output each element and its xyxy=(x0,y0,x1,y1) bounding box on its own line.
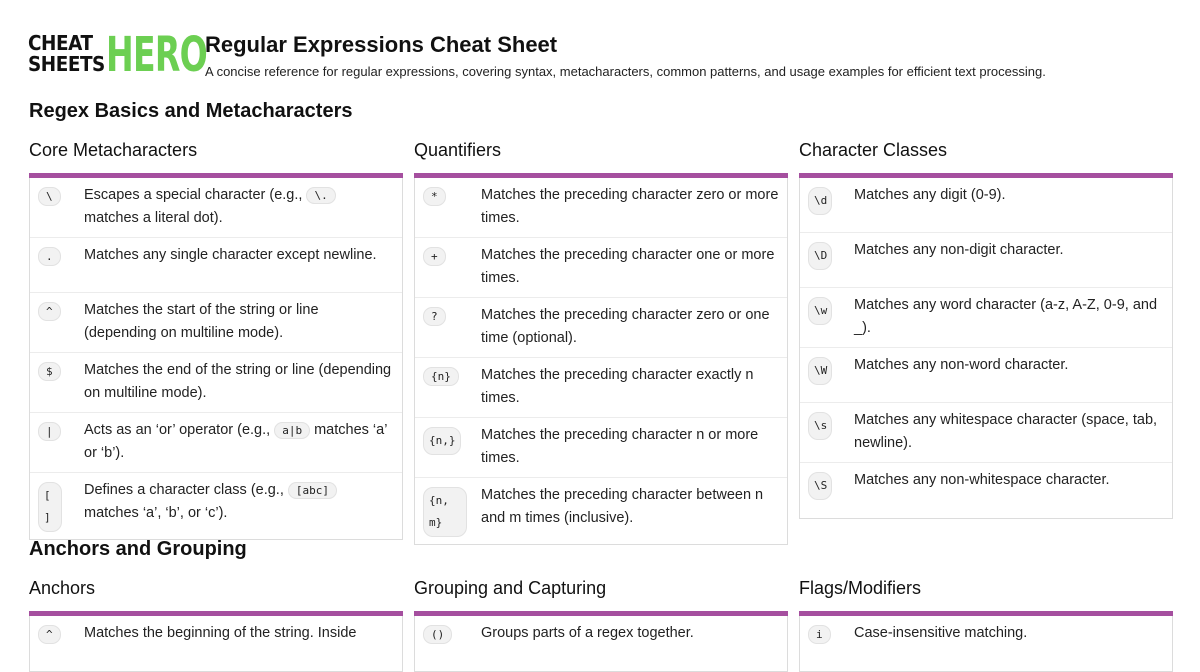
inline-code: \. xyxy=(306,187,335,204)
logo-hero: HERO xyxy=(105,25,207,83)
table-row xyxy=(30,178,402,238)
card-core-metacharacters xyxy=(29,173,403,540)
code-pill: \d xyxy=(808,187,832,215)
row-description: Matches any non-word character. xyxy=(854,357,1069,373)
code-pill: \S xyxy=(808,472,832,500)
code-pill: [ ] xyxy=(38,482,62,532)
row-description: Matches the preceding character exactly n times. xyxy=(481,367,754,406)
row-description: Escapes a special character (e.g., \. matches a literal dot). xyxy=(84,184,394,230)
code-pill: \D xyxy=(808,242,832,270)
table-row xyxy=(30,473,402,539)
table-row xyxy=(30,413,402,473)
row-description: Matches any non-digit character. xyxy=(854,242,1064,258)
row-description: Matches the preceding character one or more times. xyxy=(481,247,775,286)
table-row xyxy=(800,403,1172,463)
inline-code: [abc] xyxy=(288,482,337,499)
table-row xyxy=(30,238,402,293)
row-description: Matches any whitespace character (space, tab, newline). xyxy=(854,412,1158,451)
logo-line-sheets: SHEETS xyxy=(28,52,105,76)
section-title-anchors-grouping: Anchors and Grouping xyxy=(29,538,247,560)
table-row xyxy=(415,478,787,544)
row-description: Matches the preceding character between n and m times (inclusive). xyxy=(481,487,764,526)
table-row xyxy=(800,348,1172,403)
row-description: Matches the preceding character zero or more times. xyxy=(481,187,779,226)
table-row xyxy=(800,288,1172,348)
row-description: Matches any digit (0-9). xyxy=(854,187,1006,203)
code-pill: {n,m} xyxy=(423,487,467,537)
code-pill: \w xyxy=(808,297,832,325)
row-description: Matches the end of the string or line (depending on multiline mode). xyxy=(84,362,392,401)
header xyxy=(28,25,1046,83)
code-pill: \W xyxy=(808,357,832,385)
card-flags-modifiers xyxy=(799,611,1173,672)
column-title-anchors: Anchors xyxy=(29,578,96,598)
row-description: Case-insensitive matching. xyxy=(854,625,1028,641)
code-pill: \ xyxy=(38,187,61,206)
column-title-character-classes: Character Classes xyxy=(799,140,948,160)
card-anchors xyxy=(29,611,403,672)
row-description: Matches the preceding character zero or one time (optional). xyxy=(481,307,770,346)
card-quantifiers xyxy=(414,173,788,545)
code-pill: . xyxy=(38,247,61,266)
code-pill: * xyxy=(423,187,446,206)
row-description: Matches the beginning of the string. Inside xyxy=(84,625,357,641)
card-character-classes xyxy=(799,173,1173,519)
code-pill: ^ xyxy=(38,302,61,321)
row-description: Matches the start of the string or line (depending on multiline mode). xyxy=(84,302,319,341)
table-row xyxy=(800,178,1172,233)
logo-text xyxy=(28,33,105,75)
row-description: Matches any non-whitespace character. xyxy=(854,472,1110,488)
row-description: Groups parts of a regex together. xyxy=(481,625,694,641)
column-title-core-metacharacters: Core Metacharacters xyxy=(29,140,198,160)
code-pill: \s xyxy=(808,412,832,440)
column-title-flags-modifiers: Flags/Modifiers xyxy=(799,578,922,598)
code-pill: {n} xyxy=(423,367,459,386)
code-pill: + xyxy=(423,247,446,266)
code-pill: | xyxy=(38,422,61,441)
table-row xyxy=(30,616,402,671)
inline-code: a|b xyxy=(274,422,310,439)
table-row xyxy=(415,616,787,671)
code-pill: $ xyxy=(38,362,61,381)
page-title: Regular Expressions Cheat Sheet xyxy=(205,32,558,57)
column-title-quantifiers: Quantifiers xyxy=(414,140,502,160)
logo-line-cheat: CHEAT xyxy=(28,31,93,55)
code-pill: ? xyxy=(423,307,446,326)
row-description: Defines a character class (e.g., [abc] matches ‘a’, ‘b’, or ‘c’). xyxy=(84,479,394,532)
code-pill: i xyxy=(808,625,831,644)
code-pill: ^ xyxy=(38,625,61,644)
table-row xyxy=(800,463,1172,518)
table-row xyxy=(30,293,402,353)
table-row xyxy=(415,238,787,298)
code-pill: () xyxy=(423,625,452,644)
column-title-grouping-capturing: Grouping and Capturing xyxy=(414,578,607,598)
page-subtitle: A concise reference for regular expressions, covering syntax, metacharacters, common patterns, and usage examples for efficient text processing. xyxy=(205,64,1046,79)
table-row xyxy=(415,418,787,478)
title-block xyxy=(205,32,1155,80)
code-pill: {n,} xyxy=(423,427,461,455)
card-grouping-capturing xyxy=(414,611,788,672)
row-description: Matches any word character (a-z, A-Z, 0-9, and _). xyxy=(854,297,1158,336)
table-row xyxy=(415,298,787,358)
table-row xyxy=(800,233,1172,288)
section-title-regex-basics: Regex Basics and Metacharacters xyxy=(29,100,353,122)
row-description: Acts as an ‘or’ operator (e.g., a|b matches ‘a’ or ‘b’). xyxy=(84,422,387,461)
row-description: Matches any single character except newline. xyxy=(84,247,377,263)
table-row xyxy=(415,358,787,418)
table-row xyxy=(800,616,1172,671)
table-row xyxy=(30,353,402,413)
table-row xyxy=(415,178,787,238)
row-description: Matches the preceding character n or more times. xyxy=(481,427,759,466)
